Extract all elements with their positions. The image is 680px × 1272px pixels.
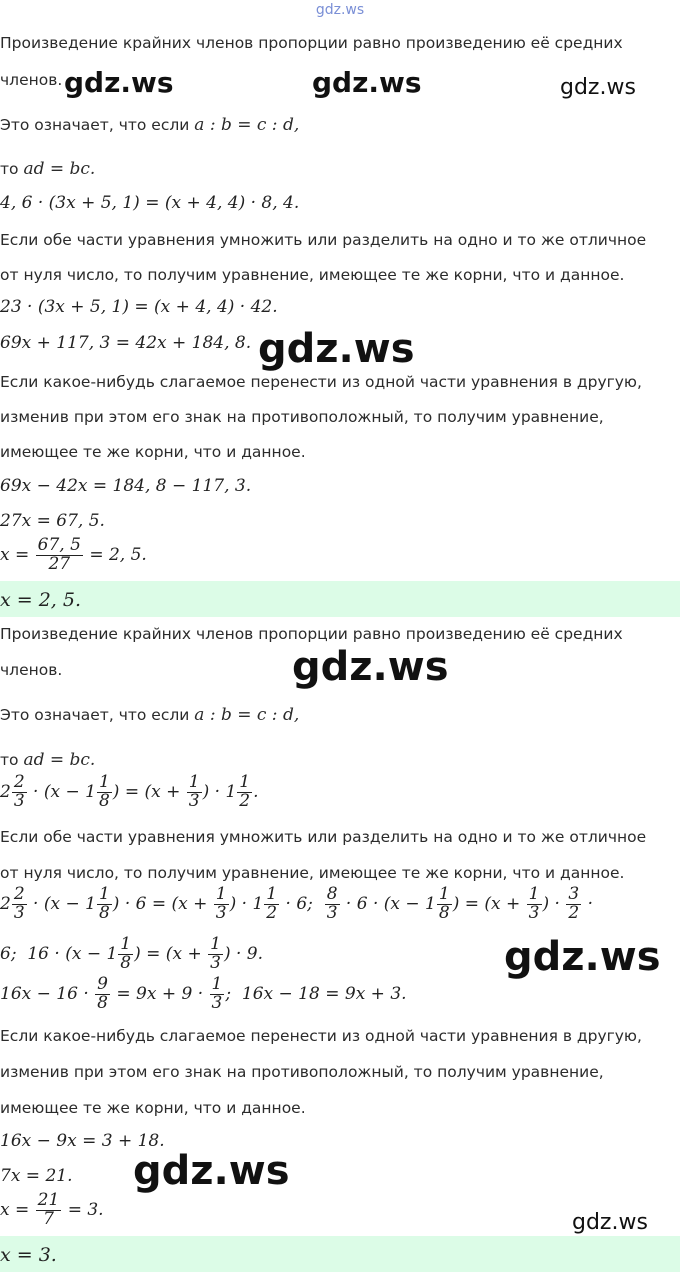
equation-s2-7-lhs: x = [0, 1199, 30, 1220]
rule-multiply-line1-2: Если обе части уравнения умножить или разделить на одно и то же отличное [0, 828, 647, 846]
then-math-2: ad = bc. [23, 750, 96, 770]
equation-6-lhs: x = [0, 544, 30, 565]
equation-s2-7 [0, 1192, 104, 1229]
then-math: ad = bc. [23, 159, 96, 179]
means-line [0, 115, 299, 135]
fraction-denominator: 27 [48, 553, 71, 574]
means-math-2: a : b = c : d, [194, 705, 300, 725]
rule-transfer-line1-2: Если какое-нибудь слагаемое перенести из одной части уравнения в другую, [0, 1027, 642, 1045]
equation-s2-6: 7x = 21. [0, 1166, 73, 1186]
watermark: gdz.ws [258, 326, 415, 372]
then-prefix: то [0, 160, 19, 178]
watermark: gdz.ws [572, 1210, 648, 1235]
equation-s2-7-fraction [36, 1192, 62, 1229]
answer-highlight-2 [0, 1236, 680, 1272]
equation-1: 4, 6 · (3x + 5, 1) = (x + 4, 4) · 8, 4. [0, 193, 300, 213]
equation-3: 69x + 117, 3 = 42x + 184, 8. [0, 333, 252, 353]
fraction-numerator: 67, 5 [37, 535, 81, 555]
rule-transfer-line2: изменив при этом его знак на противоположный, то получим уравнение, [0, 408, 604, 426]
watermark: gdz.ws [560, 75, 636, 100]
fraction-denominator-2: 7 [43, 1208, 54, 1229]
equation-5: 27x = 67, 5. [0, 511, 105, 531]
answer-highlight-1 [0, 581, 680, 617]
rule-transfer-line3-2: имеющее те же корни, что и данное. [0, 1099, 306, 1117]
rule-transfer-line1: Если какое-нибудь слагаемое перенести из одной части уравнения в другую, [0, 373, 642, 391]
rule-proportion-line2: членов. [0, 71, 63, 89]
rule-multiply-line2-2: от нуля число, то получим уравнение, имеющее те же корни, что и данное. [0, 864, 625, 882]
equation-s2-5: 16x − 9x = 3 + 18. [0, 1131, 165, 1151]
fraction-numerator-2: 21 [37, 1190, 60, 1210]
watermark: gdz.ws [504, 934, 661, 980]
rule-transfer-line2-2: изменив при этом его знак на противоположный, то получим уравнение, [0, 1063, 604, 1081]
then-line [0, 159, 95, 179]
equation-2: 23 · (3x + 5, 1) = (x + 4, 4) · 42. [0, 297, 278, 317]
watermark: gdz.ws [133, 1148, 290, 1194]
top-watermark: gdz.ws [315, 2, 365, 18]
watermark: gdz.ws [64, 66, 174, 99]
then-line-2 [0, 750, 95, 770]
equation-6-fraction [36, 537, 83, 574]
watermark: gdz.ws [312, 66, 422, 99]
equation-s2-4: 16x − 16 · $\frac{9}{8}$ = 9x + 9 · $\frac{1}{3}$ ; 16x − 18 = 9x + 3. [0, 974, 407, 1013]
equation-s2-7-rhs: = 3. [67, 1199, 104, 1220]
means-math: a : b = c : d, [194, 115, 300, 135]
equation-s2-1: 2 $\frac{2}{3}$ · (x − 1 $\frac{1}{8}$ ) = (x + $\frac{1}{3}$ ) · 1 $\frac{1}{2}$ . [0, 772, 259, 811]
means-prefix-2: Это означает, что если [0, 706, 190, 724]
equation-s2-3: 6; 16 · (x − 1 $\frac{1}{8}$ ) = (x + $\frac{1}{3}$ ) · 9. [0, 934, 264, 973]
means-line-2 [0, 705, 299, 725]
rule-proportion-line1-2: Произведение крайних членов пропорции равно произведению её средних [0, 625, 623, 643]
equation-4: 69x − 42x = 184, 8 − 117, 3. [0, 476, 252, 496]
equation-s2-2: 2 $\frac{2}{3}$ · (x − 1 $\frac{1}{8}$ ) · 6 = (x + $\frac{1}{3}$ ) · 1 $\frac{1}{2}$ · 6; $\frac{8}{3}$ · 6 · (x − 1 $\frac{1}{8}$ ) = (x + $\frac{1}{3}$ ) · $\frac{3}{2}$ · [0, 884, 593, 923]
rule-multiply-line1: Если обе части уравнения умножить или разделить на одно и то же отличное [0, 231, 647, 249]
answer-1: x = 2, 5. [0, 589, 82, 611]
watermark: gdz.ws [292, 644, 449, 690]
equation-6 [0, 537, 147, 574]
answer-2: x = 3. [0, 1244, 57, 1266]
means-prefix: Это означает, что если [0, 116, 190, 134]
rule-multiply-line2: от нуля число, то получим уравнение, имеющее те же корни, что и данное. [0, 266, 625, 284]
rule-transfer-line3: имеющее те же корни, что и данное. [0, 443, 306, 461]
equation-6-rhs: = 2, 5. [89, 544, 147, 565]
then-prefix-2: то [0, 751, 19, 769]
rule-proportion-line2-2: членов. [0, 661, 63, 679]
rule-proportion-line1: Произведение крайних членов пропорции равно произведению её средних [0, 34, 623, 52]
